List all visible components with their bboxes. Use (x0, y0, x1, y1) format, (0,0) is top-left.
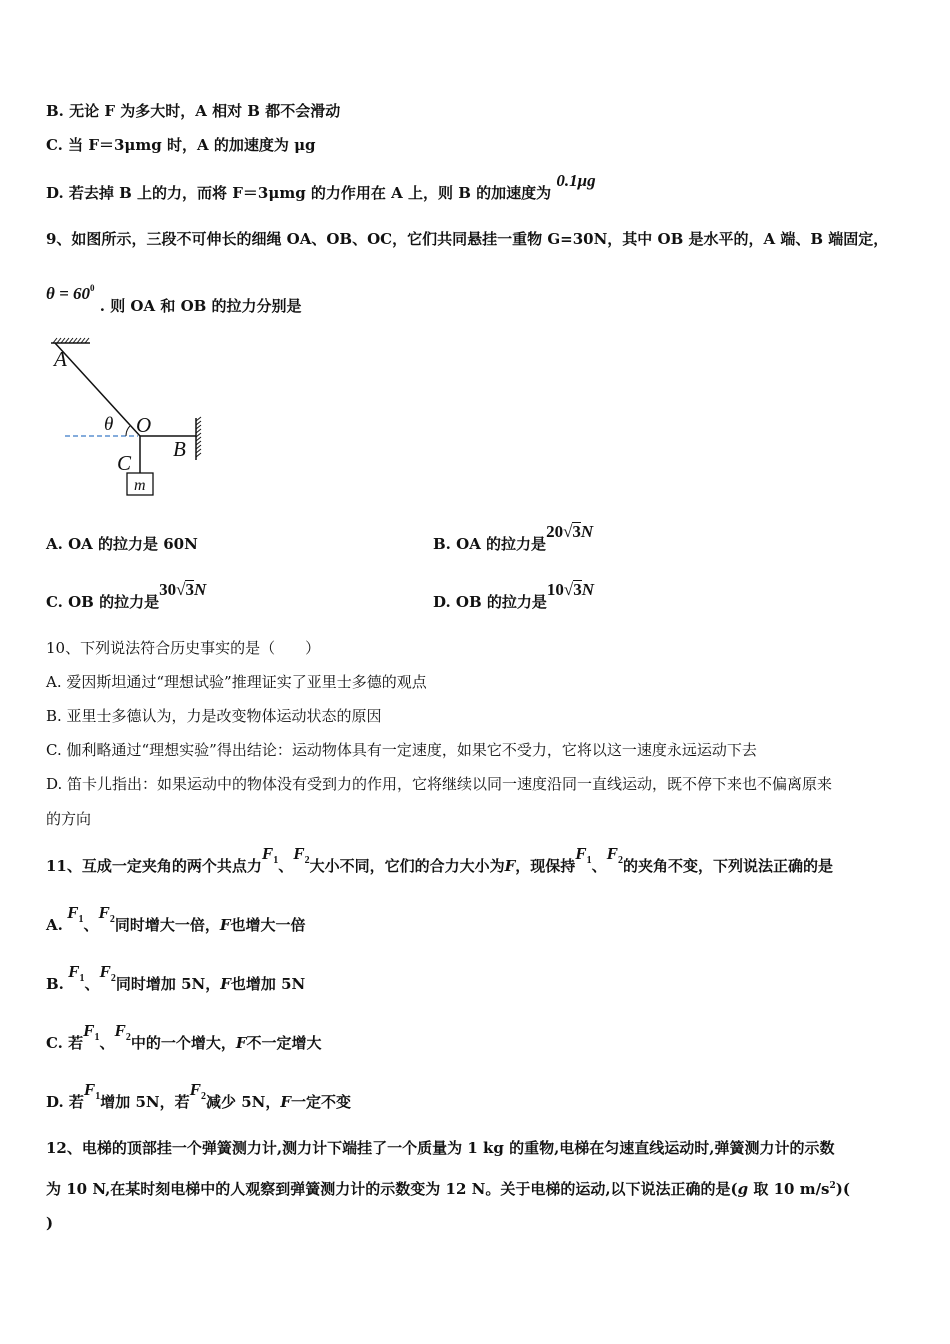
q10-option-d-line2: 的方向 (46, 810, 92, 828)
q8-option-c: C. 当 F＝3μmg 时，A 的加速度为 μg (46, 136, 316, 154)
rope-oa (55, 343, 140, 436)
q10-option-c: C. 伽利略通过“理想实验”得出结论：运动物体具有一定速度，如果它不受力，它将以这一速度永远运动下去 (46, 741, 757, 759)
f1-symbol: $F_1$ (67, 903, 84, 925)
label-o: O (136, 413, 152, 437)
q11-option-c: C. 若$F_1$、$F_2$中的一个增大，F不一定增大 (46, 1021, 322, 1052)
label-c: C (117, 451, 132, 475)
label-b: B (173, 437, 186, 461)
q9-option-c-text: C. OB 的拉力是 (46, 593, 160, 611)
q9-stem-2 (46, 283, 302, 316)
q11-option-b: B. $F_1$、$F_2$同时增加 5N，F也增加 5N (46, 962, 306, 993)
q9-option-c-math: 30√3N (159, 580, 207, 599)
q9-figure (40, 330, 220, 505)
q9-option-c (46, 580, 207, 612)
f2-symbol: $F_2$ (189, 1080, 206, 1102)
q9-option-a: A. OA 的拉力是 60N (46, 535, 198, 553)
f1-symbol: $F_1$ (68, 962, 85, 984)
label-theta: θ (104, 414, 114, 435)
q9-option-d-math: 10√3N (546, 580, 595, 599)
q11-option-d: D. 若$F_1$增加 5N，若$F_2$减少 5N，F一定不变 (46, 1080, 352, 1111)
f2-symbol: $F_2$ (98, 903, 115, 925)
q12-stem-line1: 12、电梯的顶部挂一个弹簧测力计,测力计下端挂了一个质量为 1 kg 的重物,电梯在匀速直线运动时,弹簧测力计的示数 (46, 1139, 835, 1157)
q10-stem: 10、下列说法符合历史事实的是（ ） (46, 639, 321, 657)
q9-option-b-text: B. OA 的拉力是 (433, 535, 547, 553)
f1-symbol: $F_1$ (83, 1021, 100, 1043)
q9-stem: 9、如图所示，三段不可伸长的细绳 OA、OB、OC，它们共同悬挂一重物 G=30N，其中 OB 是水平的，A 端、B 端固定， (46, 230, 889, 248)
f2-symbol: $F_2$ (606, 844, 623, 866)
q11-stem: 11、互成一定夹角的两个共点力$F_1$、$F_2$大小不同，它们的合力大小为F，现保持$F_1$、$F_2$的夹角不变，下列说法正确的是 (46, 844, 833, 875)
q8-option-d-text: D. 若去掉 B 上的力，而将 F＝3μmg 的力作用在 A 上，则 B 的加速度为 (46, 184, 552, 202)
q10-option-d-line1: D. 笛卡儿指出：如果运动中的物体没有受到力的作用，它将继续以同一速度沿同一直线运动，既不停下来也不偏离原来 (46, 775, 833, 793)
q9-stem-2-text: . 则 OA 和 OB 的拉力分别是 (99, 297, 302, 315)
q9-option-b (433, 522, 594, 554)
q10-option-b: B. 亚里士多德认为，力是改变物体运动状态的原因 (46, 707, 382, 725)
q11-option-a: A. $F_1$、$F_2$同时增大一倍，F也增大一倍 (46, 903, 306, 934)
label-a: A (54, 347, 67, 371)
q12-stem-line2: 为 10 N,在某时刻电梯中的人观察到弹簧测力计的示数变为 12 N。关于电梯的运动,以下说法正确的是(g 取 10 $m/s^2$)( (46, 1180, 850, 1198)
q8-option-d (46, 171, 596, 203)
f1-symbol: $F_1$ (575, 844, 592, 866)
q8-option-b: B. 无论 F 为多大时，A 相对 B 都不会滑动 (46, 102, 341, 120)
theta-arc (126, 426, 130, 436)
f1-symbol: $F_1$ (83, 1080, 101, 1102)
f2-symbol: $F_2$ (293, 844, 310, 866)
f2-symbol: $F_2$ (114, 1021, 131, 1043)
q9-option-d-text: D. OB 的拉力是 (433, 593, 547, 611)
label-m: m (134, 477, 146, 494)
q9-theta-math: $\theta = 60^0$ (46, 283, 95, 303)
q9-option-b-math: 20√3N (546, 522, 594, 541)
q12-stem-line3: ) (46, 1214, 54, 1232)
f2-symbol: $F_2$ (99, 962, 116, 984)
q10-option-a: A. 爱因斯坦通过“理想试验”推理证实了亚里士多德的观点 (46, 673, 427, 691)
q9-option-d (433, 580, 595, 612)
q8-option-d-math: 0.1μg (556, 171, 596, 190)
f1-symbol: $F_1$ (261, 844, 279, 866)
